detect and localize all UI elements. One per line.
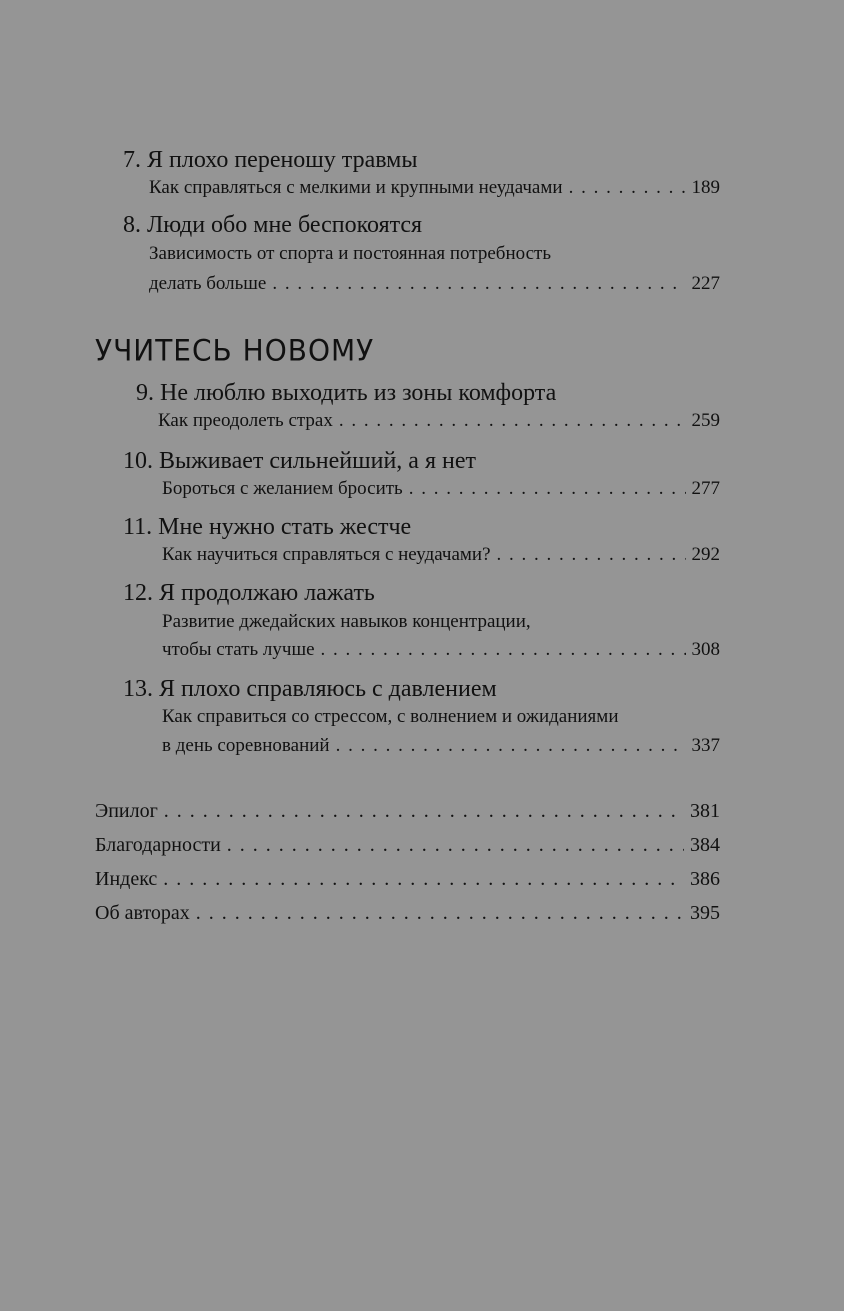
dot-leader [497,542,686,568]
toc-entry-about-authors[interactable] [95,899,720,927]
section-title: УЧИТЕСЬ НОВОМУ [95,333,375,368]
page-number: 381 [690,800,720,822]
dot-leader [164,797,684,825]
entry-text: Как научиться справляться с неудачами? [162,544,491,565]
entry-text: Развитие джедайских навыков концентрации, [162,611,531,632]
chapter-11-title[interactable]: 11. Мне нужно стать жестче [123,514,412,540]
page-number: 292 [691,544,720,565]
entry-text: Эпилог [95,800,158,822]
entry-text: чтобы стать лучше [162,639,315,660]
chapter-7-title[interactable]: 7. Я плохо переношу травмы [123,147,418,173]
toc-entry-index[interactable] [95,865,720,893]
page-number: 337 [691,735,720,756]
dot-leader [409,476,686,502]
entry-text: Как преодолеть страх [158,410,333,431]
dot-leader [569,175,686,201]
dot-leader [339,408,686,434]
page-number: 308 [691,639,720,660]
page-number: 386 [690,868,720,890]
toc-entry-epilogue[interactable] [95,797,720,825]
toc-entry-acknowledgements[interactable] [95,831,720,859]
chapter-8-title[interactable]: 8. Люди обо мне беспокоятся [123,212,423,238]
entry-text: Бороться с желанием бросить [162,478,403,499]
dot-leader [321,637,686,663]
entry-text: Об авторах [95,902,190,924]
dot-leader [163,865,684,893]
dot-leader [196,899,684,927]
dot-leader [336,733,686,759]
toc-entry[interactable] [162,476,720,502]
page-number: 227 [691,273,720,294]
toc-entry[interactable] [162,637,720,663]
chapter-12-title[interactable]: 12. Я продолжаю лажать [123,580,375,606]
entry-text: Зависимость от спорта и постоянная потребность [149,243,551,264]
page-number: 259 [691,410,720,431]
chapter-10-title[interactable]: 10. Выживает сильнейший, а я нет [123,448,476,474]
entry-text: Как справиться со стрессом, с волнением и ожиданиями [162,706,619,727]
entry-text: Благодарности [95,834,221,856]
entry-text: в день соревнований [162,735,330,756]
toc-entry[interactable] [149,175,720,201]
dot-leader [272,271,685,297]
page-number: 395 [690,902,720,924]
chapter-13-title[interactable]: 13. Я плохо справляюсь с давлением [123,676,497,702]
dot-leader [227,831,684,859]
entry-text: делать больше [149,273,267,294]
page-number: 277 [691,478,720,499]
toc-entry[interactable] [149,271,720,297]
toc-entry[interactable] [162,542,720,568]
entry-text: Как справляться с мелкими и крупными неудачами [149,177,563,198]
entry-text: Индекс [95,868,158,890]
toc-entry[interactable] [162,733,720,759]
chapter-9-title[interactable]: 9. Не люблю выходить из зоны комфорта [136,380,557,406]
page-number: 384 [690,834,720,856]
page-number: 189 [691,177,720,198]
toc-entry[interactable] [158,408,720,434]
